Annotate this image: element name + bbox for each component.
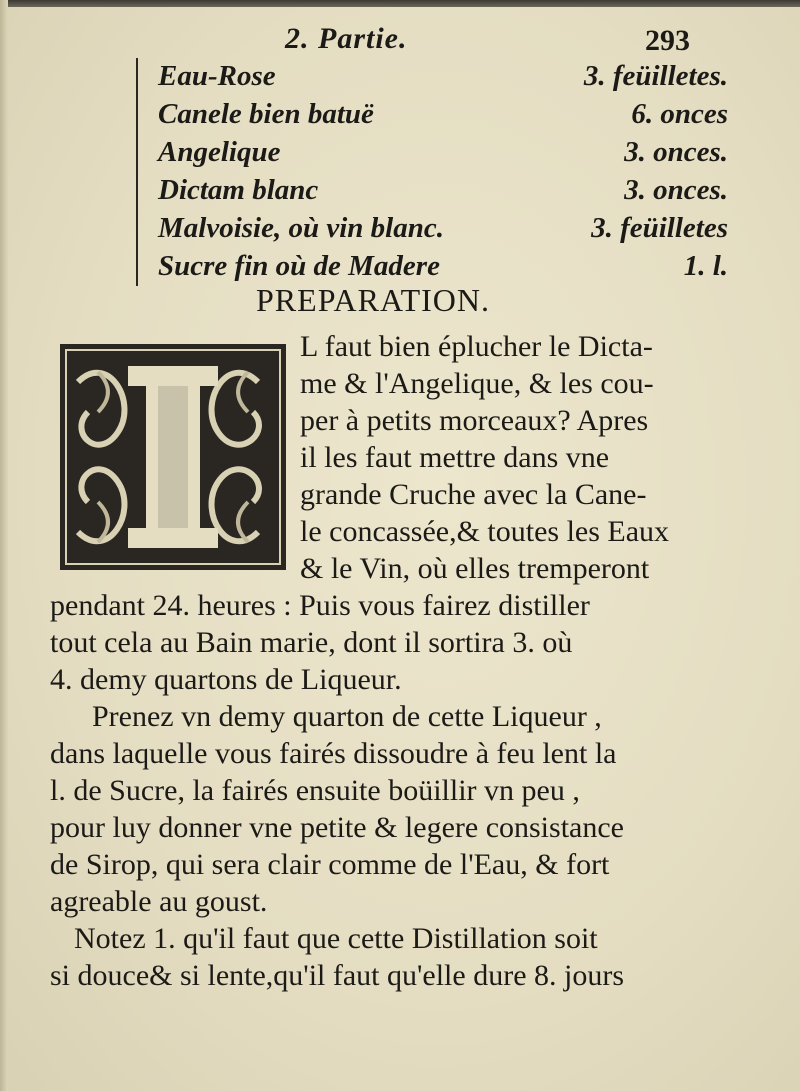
body-line: grande Cruche avec la Cane- [300, 478, 647, 511]
ingredient-name: Canele bien batuë [158, 98, 374, 130]
ingredient-name: Sucre fin où de Madere [158, 250, 440, 282]
body-line: dans laquelle vous fairés dissoudre à feu lent la [50, 737, 617, 770]
body-line: de Sirop, qui sera clair comme de l'Eau, & fort [50, 848, 610, 881]
ingredient-name: Eau-Rose [158, 60, 276, 92]
body-line: Notez 1. qu'il faut que cette Distillation soit [74, 922, 598, 955]
body-line: pour luy donner vne petite & legere consistance [50, 811, 624, 844]
body-line: per à petits morceaux? Apres [300, 404, 649, 437]
ingredient-quantity: 3. onces. [624, 136, 728, 168]
ingredient-quantity: 3. feüilletes [591, 212, 728, 244]
ingredient-row [138, 172, 728, 210]
ingredient-name: Angelique [158, 136, 281, 168]
page-top-edge [0, 0, 800, 7]
ingredient-row [138, 58, 728, 96]
ingredient-row [138, 210, 728, 248]
page-gutter [0, 0, 8, 1091]
body-line: si douce& si lente,qu'il faut qu'elle dure 8. jours [50, 959, 625, 992]
ingredient-row [138, 248, 728, 286]
ingredient-quantity: 6. onces [631, 98, 728, 130]
ornamental-drop-cap-image [58, 342, 288, 572]
ingredient-row [138, 134, 728, 172]
page-header [0, 22, 800, 62]
body-line: il les faut mettre dans vne [300, 441, 610, 474]
ingredient-quantity: 1. l. [683, 250, 728, 282]
drop-cap-letter: I [172, 462, 174, 463]
body-line: Prenez vn demy quarton de cette Liqueur , [92, 700, 602, 733]
running-head: 2. Partie. [285, 22, 408, 55]
body-line: pendant 24. heures : Puis vous fairez distiller [50, 589, 590, 622]
page-number: 293 [645, 24, 690, 57]
ingredient-name: Malvoisie, où vin blanc. [158, 212, 444, 244]
ingredient-list [136, 58, 728, 286]
ingredient-name: Dictam blanc [158, 174, 319, 206]
section-title: PREPARATION. [256, 282, 490, 318]
body-line: & le Vin, où elles tremperont [300, 552, 650, 585]
body-line: agreable au goust. [50, 885, 268, 918]
body-line: L faut bien éplucher le Dicta- [300, 330, 653, 363]
ingredient-quantity: 3. feüilletes. [583, 60, 728, 92]
ingredient-row [138, 96, 728, 134]
body-line: 4. demy quartons de Liqueur. [50, 663, 402, 696]
body-line: l. de Sucre, la fairés ensuite boüillir vn peu , [50, 774, 580, 807]
body-line: le concassée,& toutes les Eaux [300, 515, 670, 548]
ingredient-quantity: 3. onces. [624, 174, 728, 206]
body-line: tout cela au Bain marie, dont il sortira 3. où [50, 626, 573, 659]
body-line: me & l'Angelique, & les cou- [300, 367, 654, 400]
